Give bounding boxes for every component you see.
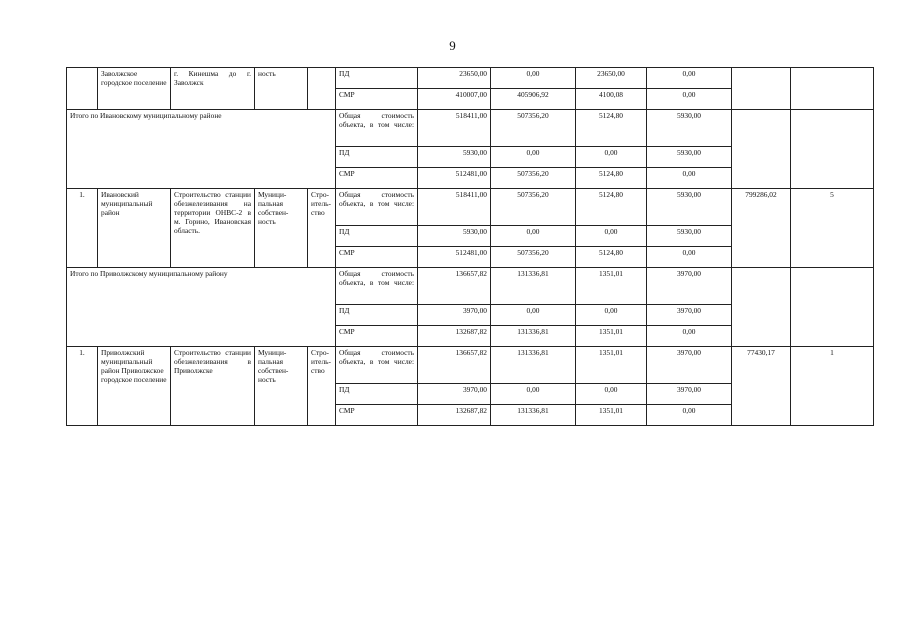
cell-value: 4100,08 (576, 89, 647, 110)
cell-capacity: 77430,17 (732, 347, 791, 426)
cell-count: 5 (791, 189, 874, 268)
total-label: Итого по Ивановскому муниципальному районе (67, 110, 336, 189)
cell-value: 3970,00 (418, 305, 491, 326)
cell-value: 1351,01 (576, 326, 647, 347)
page-number: 9 (449, 38, 456, 53)
cell-work: Стро-итель-ство (308, 189, 336, 268)
cell-num: 1. (67, 347, 98, 426)
cell-ownership: Муници-пальная собствен-ность (255, 347, 308, 426)
cell-label: ПД (336, 305, 418, 326)
cell-value: 132687,82 (418, 405, 491, 426)
cell-value: 136657,82 (418, 347, 491, 384)
cell-ownership: ность (255, 68, 308, 110)
cell-num: 1. (67, 189, 98, 268)
cell-value: 5930,00 (647, 226, 732, 247)
cell-label: Общая стоимость объекта, в том числе: (336, 110, 418, 147)
cell-work (308, 68, 336, 110)
cell-label: СМР (336, 247, 418, 268)
cell-object: Строительство станции обезжелезивания на территории ОНВС-2 в м. Горино, Ивановская область. (171, 189, 255, 268)
cell-value: 0,00 (576, 147, 647, 168)
cell-num (67, 68, 98, 110)
cell-value: 131336,81 (491, 347, 576, 384)
cell-value: 23650,00 (418, 68, 491, 89)
cell-value: 0,00 (647, 89, 732, 110)
cell-value: 0,00 (491, 68, 576, 89)
cell-value: 0,00 (576, 305, 647, 326)
cell-value: 0,00 (491, 226, 576, 247)
cell-value: 507356,20 (491, 168, 576, 189)
cell-value: 0,00 (647, 168, 732, 189)
cell-value: 5124,80 (576, 247, 647, 268)
table-row (67, 189, 874, 226)
cell-value: 518411,00 (418, 110, 491, 147)
cell-value: 1351,01 (576, 347, 647, 384)
table-row (67, 268, 874, 305)
cell-value: 3970,00 (647, 305, 732, 326)
cell-value: 5930,00 (647, 147, 732, 168)
cell-count (791, 68, 874, 110)
cell-value: 1351,01 (576, 268, 647, 305)
cell-value: 0,00 (576, 384, 647, 405)
cell-label: СМР (336, 168, 418, 189)
cell-count: 1 (791, 347, 874, 426)
cell-value: 5930,00 (418, 147, 491, 168)
cell-value: 131336,81 (491, 405, 576, 426)
cell-count (791, 268, 874, 347)
total-label: Итого по Приволжскому муниципальному району (67, 268, 336, 347)
cell-label: ПД (336, 384, 418, 405)
cell-value: 3970,00 (647, 268, 732, 305)
cell-label: СМР (336, 405, 418, 426)
cell-value: 507356,20 (491, 110, 576, 147)
table-row (67, 110, 874, 147)
cell-capacity (732, 110, 791, 189)
cell-ownership: Муници-пальная собствен-ность (255, 189, 308, 268)
cell-value: 0,00 (647, 326, 732, 347)
table-row (67, 347, 874, 384)
cell-value: 0,00 (576, 226, 647, 247)
cell-label: Общая стоимость объекта, в том числе: (336, 268, 418, 305)
cell-value: 5124,80 (576, 189, 647, 226)
cell-value: 507356,20 (491, 189, 576, 226)
cell-value: 512481,00 (418, 168, 491, 189)
cell-district: Приволжский муниципальный район Приволжское городское поселение (98, 347, 171, 426)
cell-object: Строительство станции обезжелезивания в Приволжске (171, 347, 255, 426)
cell-value: 3970,00 (418, 384, 491, 405)
investment-table (66, 67, 874, 426)
cell-value: 1351,01 (576, 405, 647, 426)
cell-value: 512481,00 (418, 247, 491, 268)
cell-value: 132687,82 (418, 326, 491, 347)
cell-work: Стро-итель-ство (308, 347, 336, 426)
cell-object: г. Кинешма до г. Заволжск (171, 68, 255, 110)
cell-count (791, 110, 874, 189)
cell-value: 0,00 (491, 147, 576, 168)
cell-value: 405906,92 (491, 89, 576, 110)
cell-value: 0,00 (647, 68, 732, 89)
cell-value: 23650,00 (576, 68, 647, 89)
cell-label: Общая стоимость объекта, в том числе: (336, 189, 418, 226)
cell-value: 518411,00 (418, 189, 491, 226)
cell-value: 5930,00 (647, 110, 732, 147)
cell-value: 3970,00 (647, 347, 732, 384)
cell-value: 5124,80 (576, 168, 647, 189)
cell-capacity (732, 68, 791, 110)
cell-value: 5930,00 (647, 189, 732, 226)
cell-value: 0,00 (491, 384, 576, 405)
cell-label: ПД (336, 226, 418, 247)
cell-capacity: 799286,02 (732, 189, 791, 268)
cell-label: ПД (336, 147, 418, 168)
cell-value: 136657,82 (418, 268, 491, 305)
cell-label: ПД (336, 68, 418, 89)
cell-value: 0,00 (647, 405, 732, 426)
cell-label: СМР (336, 89, 418, 110)
cell-label: Общая стоимость объекта, в том числе: (336, 347, 418, 384)
cell-value: 0,00 (491, 305, 576, 326)
cell-value: 0,00 (647, 247, 732, 268)
cell-label: СМР (336, 326, 418, 347)
cell-value: 507356,20 (491, 247, 576, 268)
cell-value: 5124,80 (576, 110, 647, 147)
cell-value: 410007,00 (418, 89, 491, 110)
cell-value: 5930,00 (418, 226, 491, 247)
cell-district: Заволжское городское поселение (98, 68, 171, 110)
cell-value: 3970,00 (647, 384, 732, 405)
table-row (67, 68, 874, 89)
cell-value: 131336,81 (491, 326, 576, 347)
cell-capacity (732, 268, 791, 347)
cell-value: 131336,81 (491, 268, 576, 305)
cell-district: Ивановский муниципальный район (98, 189, 171, 268)
